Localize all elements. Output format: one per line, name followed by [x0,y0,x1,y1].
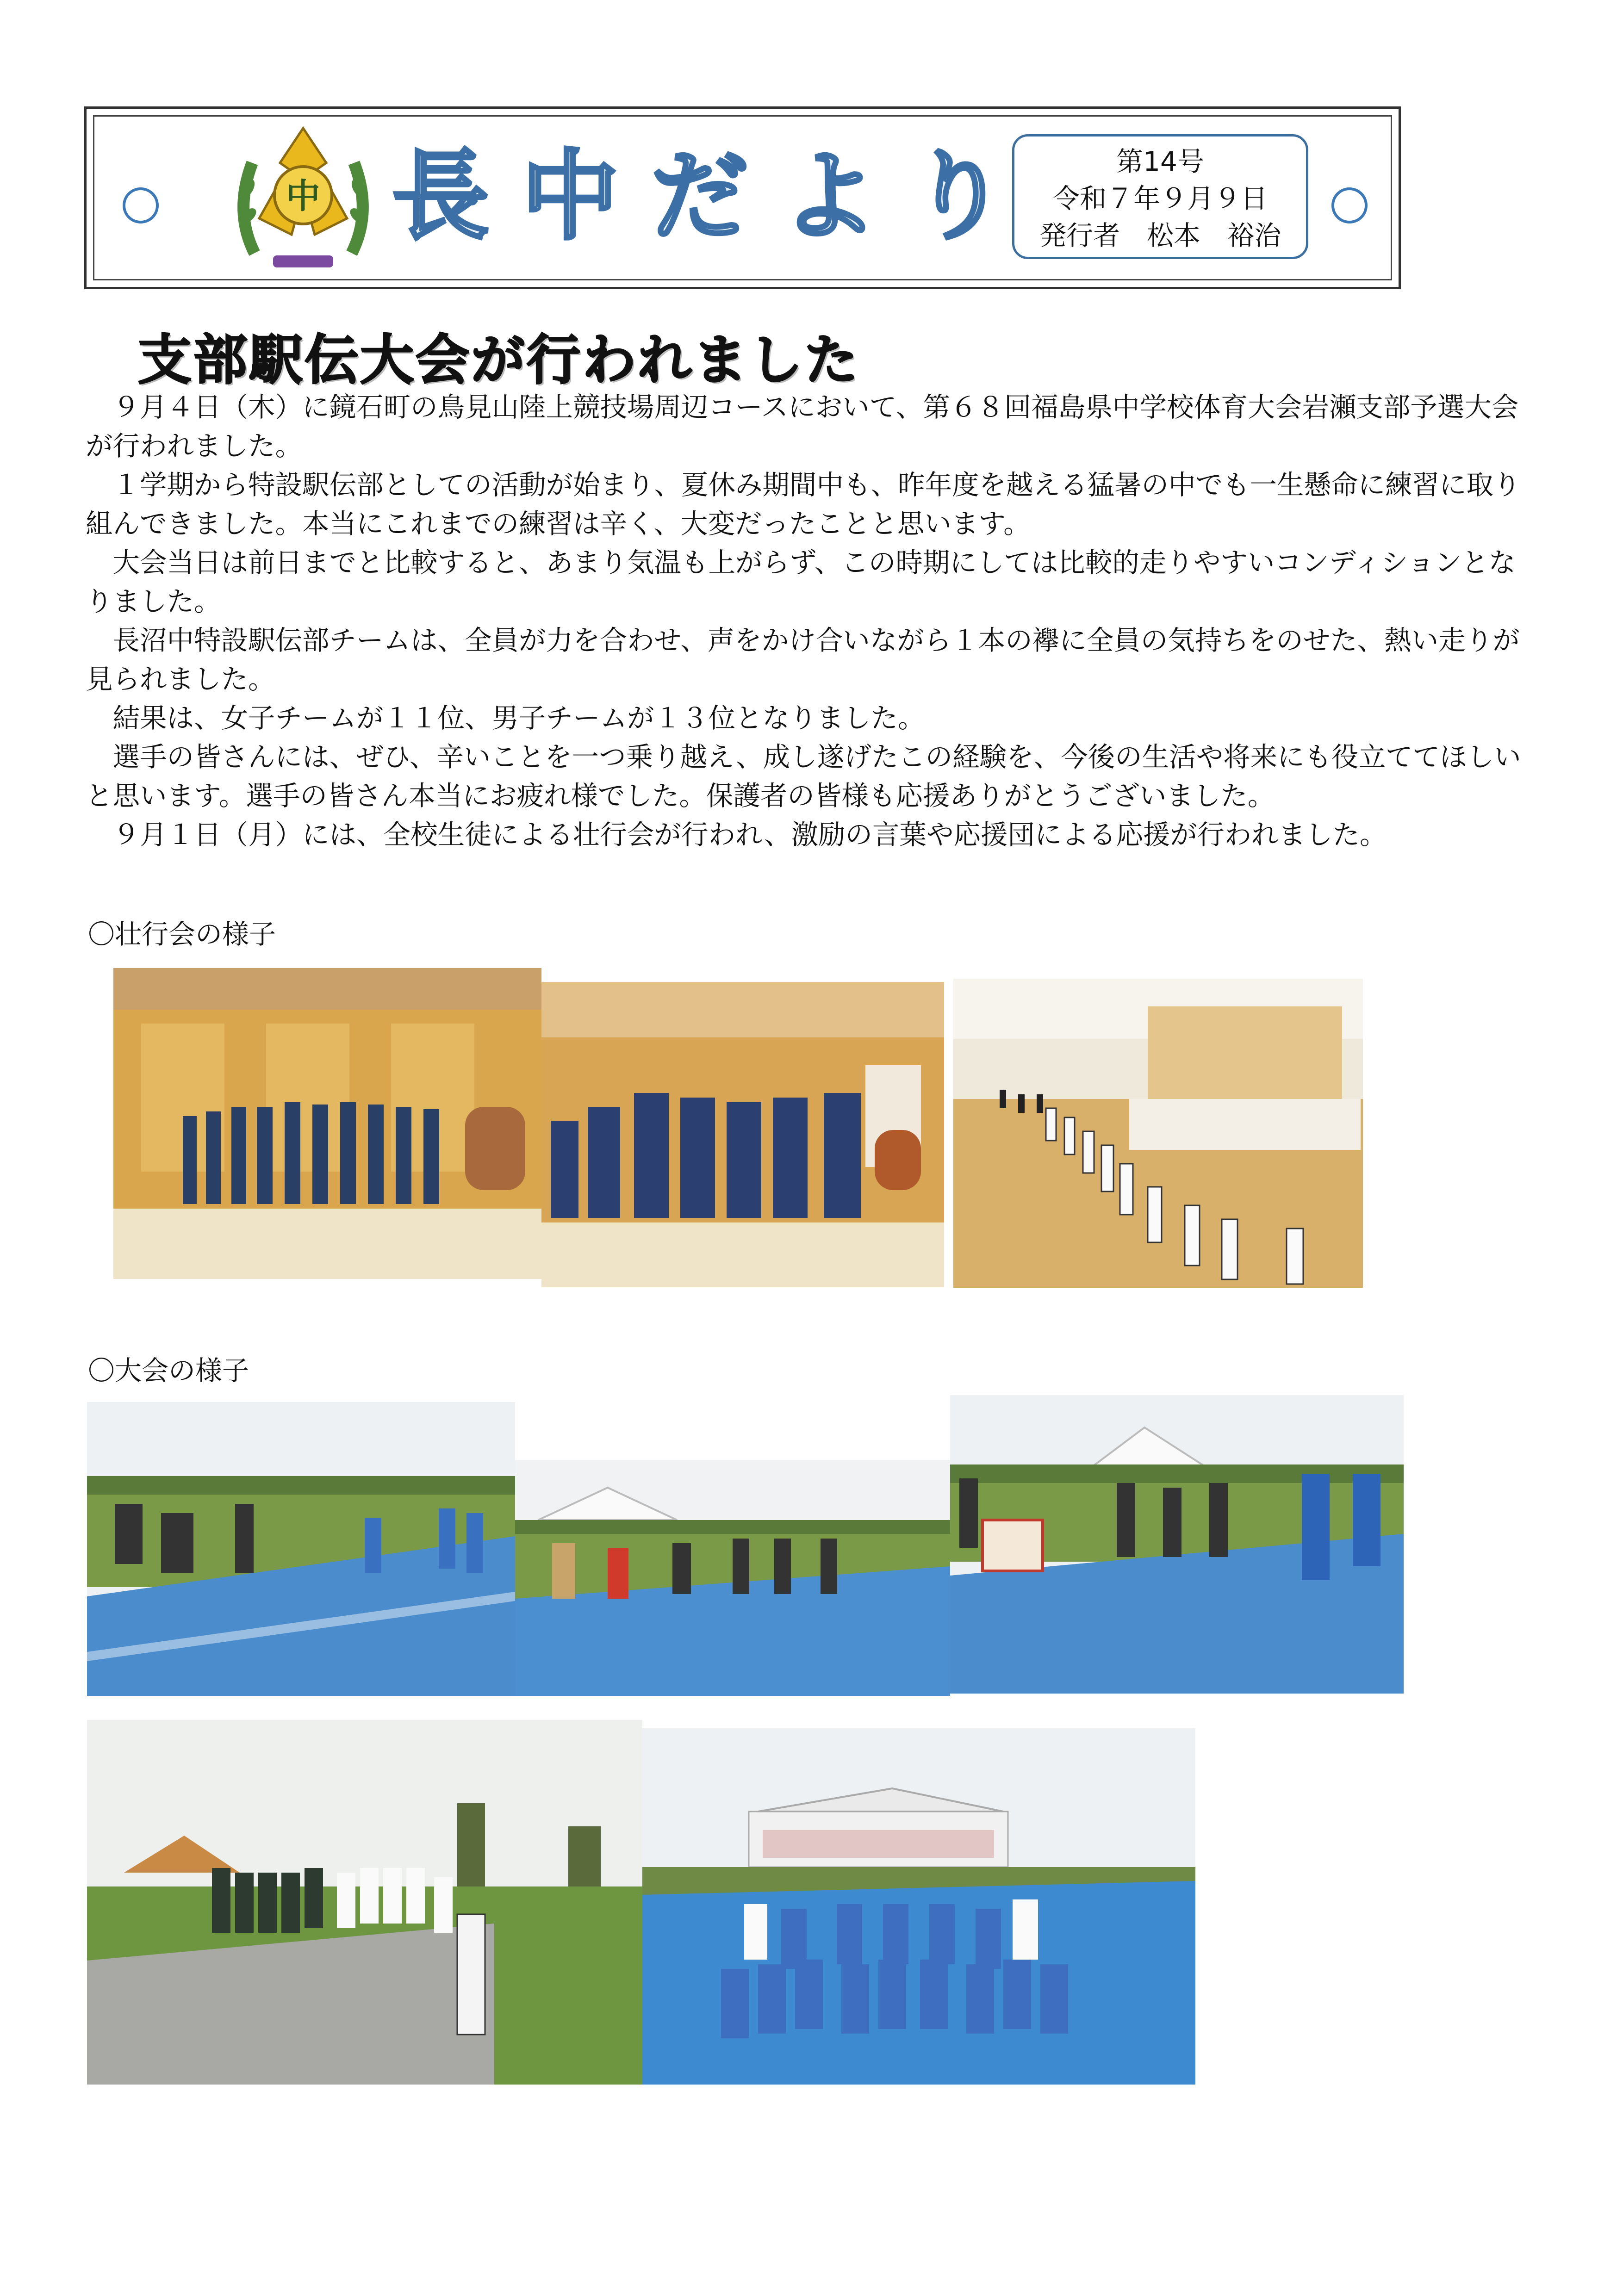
newsletter-title: 長中だより [392,140,1040,253]
article-headline: 支部駅伝大会が行われました [138,329,860,391]
photo-send-off-stage-close [541,982,944,1287]
photo-race-runners [950,1395,1404,1694]
school-emblem-icon [234,119,373,276]
section-label-send-off: 〇壮行会の様子 [88,918,276,950]
paragraph: １学期から特設駅伝部としての活動が始まり、夏休み期間中も、昨年度を越える猛暑の中でも一生懸命に練習に取り組んできました。本当にこれまでの練習は辛く、大変だったことと思います。 [86,469,1521,540]
issue-info-box [1012,134,1308,259]
paragraph: 長沼中特設駅伝部チームは、全員が力を合わせ、声をかけ合いながら１本の襷に全員の気持ちをのせた、熱い走りが見られました。 [86,625,1520,695]
paragraph: 大会当日は前日までと比較すると、あまり気温も上がらず、この時期にしては比較的走りやすいコンディションとなりました。 [86,547,1516,617]
photo-race-team-girls [642,1728,1195,2085]
paragraph: ９月４日（木）に鏡石町の鳥見山陸上競技場周辺コースにおいて、第６８回福島県中学校体育大会岩瀬支部予選大会が行われました。 [86,391,1519,462]
photo-race-relay-zone [87,1402,515,1696]
section-label-race: 〇大会の様子 [88,1355,249,1386]
photo-race-officials [515,1460,950,1696]
svg-text:中: 中 [286,176,320,216]
issue-date: 令和７年９月９日 [1052,183,1268,214]
right-circle-icon [1331,187,1368,223]
issue-number: 第14号 [1116,146,1204,177]
photo-send-off-gym [953,979,1363,1288]
paragraph: 結果は、女子チームが１１位、男子チームが１３位となりました。 [86,702,925,734]
photo-send-off-stage-wide [113,968,541,1279]
left-circle-icon [123,187,159,223]
article-body [86,388,1534,854]
masthead [84,106,1401,289]
paragraph: 選手の皆さんには、ぜひ、辛いことを一つ乗り越え、成し遂げたこの経験を、今後の生活や将来にも役立ててほしいと思います。選手の皆さん本当にお疲れ様でした。保護者の皆様も応援ありがとうございました。 [86,741,1521,812]
photo-race-team-boys [87,1720,642,2085]
paragraph: ９月１日（月）には、全校生徒による壮行会が行われ、激励の言葉や応援団による応援が行われました。 [86,819,1387,850]
publisher: 発行者 松本 裕治 [1039,220,1281,251]
